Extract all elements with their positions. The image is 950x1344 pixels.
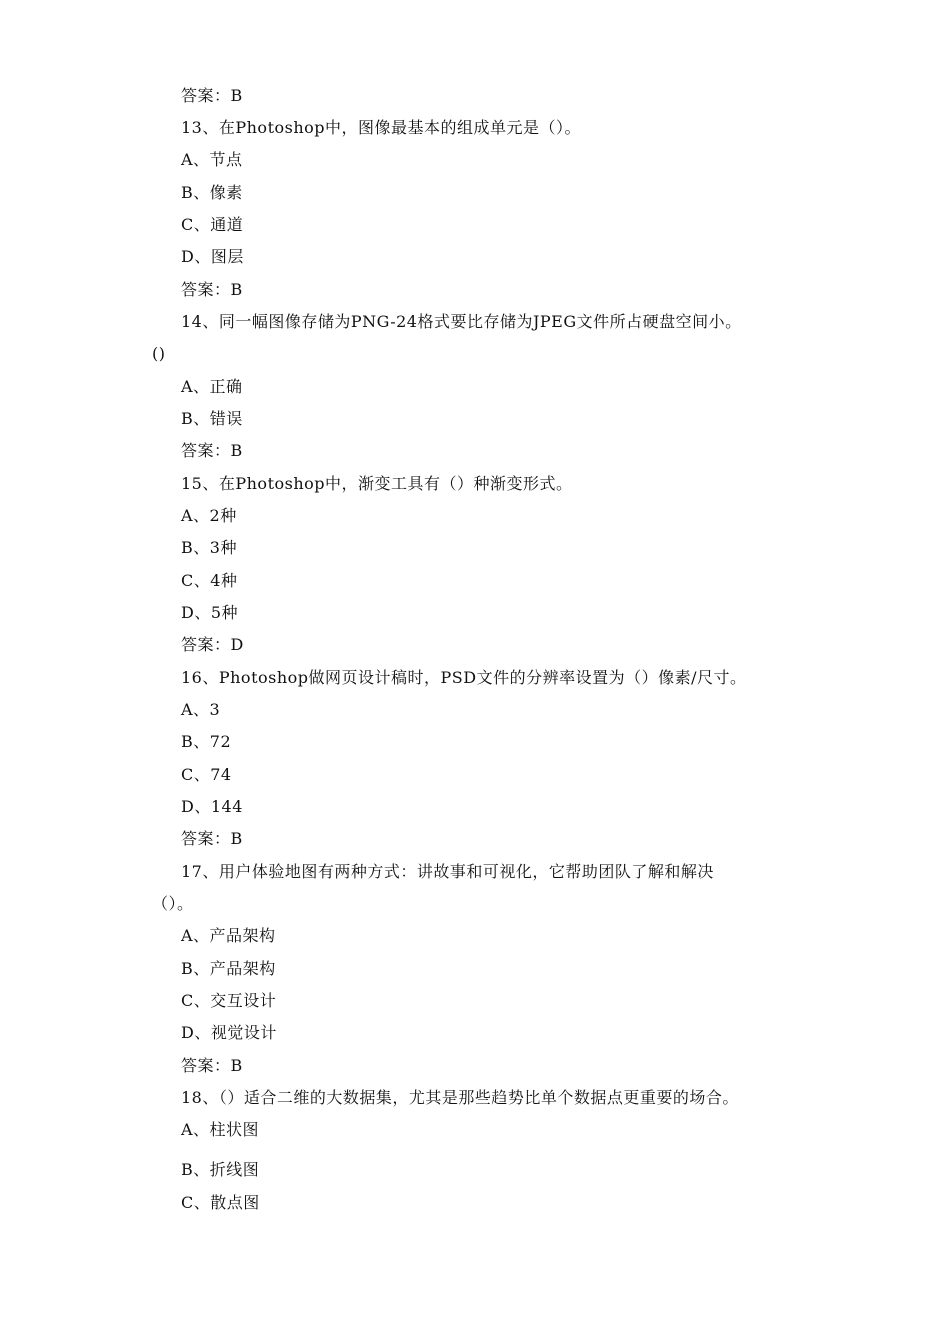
question-14: 14、同一幅图像存储为PNG-24格式要比存储为JPEG文件所占硬盘空间小。 <box>181 312 742 331</box>
option-14-b: B、错误 <box>181 409 243 428</box>
option-18-a: A、柱状图 <box>181 1120 260 1139</box>
question-17-cont: （）。 <box>152 894 194 913</box>
answer-16: 答案：B <box>181 829 243 848</box>
option-16-a: A、3 <box>181 700 221 719</box>
answer-12: 答案：B <box>181 86 243 105</box>
option-13-c: C、通道 <box>181 215 244 234</box>
option-13-b: B、像素 <box>181 183 243 202</box>
answer-15: 答案：D <box>181 635 244 654</box>
option-15-c: C、4种 <box>181 571 238 590</box>
option-13-a: A、节点 <box>181 150 243 169</box>
question-16: 16、Photoshop做网页设计稿时，PSD文件的分辨率设置为（）像素/尺寸。 <box>181 668 747 687</box>
option-15-a: A、2种 <box>181 506 237 525</box>
question-13: 13、在Photoshop中，图像最基本的组成单元是（）。 <box>181 118 582 137</box>
option-17-b: B、产品架构 <box>181 959 276 978</box>
option-14-a: A、正确 <box>181 377 243 396</box>
question-15: 15、在Photoshop中，渐变工具有（）种渐变形式。 <box>181 474 573 493</box>
option-17-c: C、交互设计 <box>181 991 277 1010</box>
question-18: 18、（）适合二维的大数据集，尤其是那些趋势比单个数据点更重要的场合。 <box>181 1088 739 1107</box>
answer-13: 答案：B <box>181 280 243 299</box>
option-15-b: B、3种 <box>181 538 237 557</box>
option-17-a: A、产品架构 <box>181 926 276 945</box>
question-17: 17、用户体验地图有两种方式：讲故事和可视化，它帮助团队了解和解决 <box>181 862 714 881</box>
option-13-d: D、图层 <box>181 247 244 266</box>
option-15-d: D、5种 <box>181 603 239 622</box>
option-18-c: C、散点图 <box>181 1193 260 1212</box>
answer-14: 答案：B <box>181 441 243 460</box>
option-17-d: D、视觉设计 <box>181 1023 277 1042</box>
option-16-b: B、72 <box>181 732 232 751</box>
option-18-b: B、折线图 <box>181 1160 260 1179</box>
option-16-c: C、74 <box>181 765 232 784</box>
question-14-cont: () <box>152 344 166 363</box>
option-16-d: D、144 <box>181 797 243 816</box>
answer-17: 答案：B <box>181 1056 243 1075</box>
